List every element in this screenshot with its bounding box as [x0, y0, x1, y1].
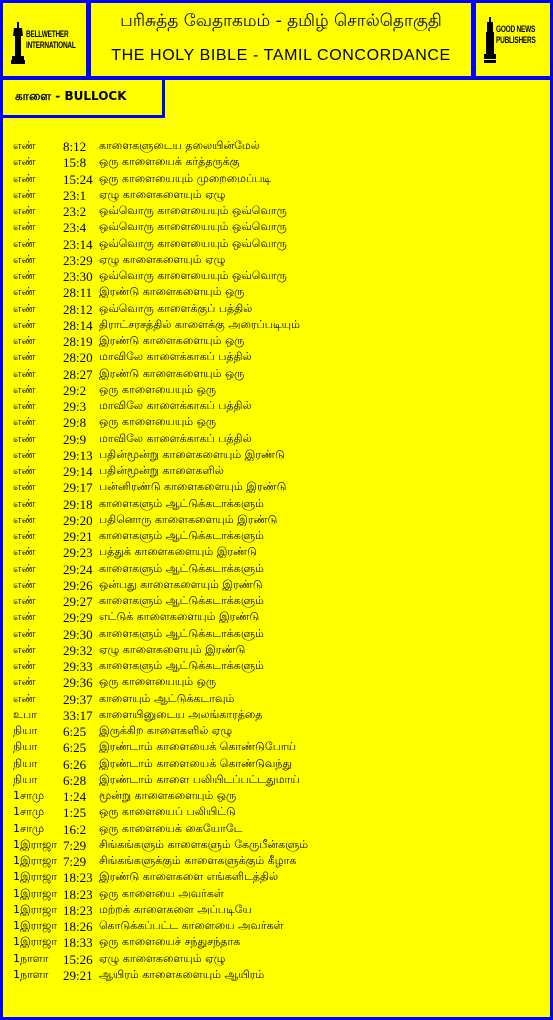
list-item — [3, 463, 550, 479]
book-abbrev: எண் — [13, 642, 36, 656]
verse-ref: 23:30 — [63, 269, 93, 284]
book-abbrev: 1இராஜா — [13, 935, 58, 949]
book-abbrev: எண் — [13, 334, 36, 347]
book-abbrev: எண் — [13, 399, 36, 412]
list-item — [3, 788, 550, 804]
book-abbrev: 1சாமு — [13, 805, 45, 819]
verse-ref: 23:2 — [63, 204, 87, 219]
book-abbrev: நியா — [13, 756, 38, 770]
book-abbrev: எண் — [13, 187, 36, 201]
verse-ref: 28:11 — [63, 285, 93, 301]
list-item — [3, 301, 550, 317]
verse-snippet: ஒவ்வொரு காளைக்குப் பத்தில் — [99, 301, 253, 315]
list-item — [3, 187, 550, 203]
book-abbrev: எண் — [13, 447, 36, 461]
verse-snippet: காளையினுடைய அலங்காரத்தை — [99, 707, 263, 721]
list-item — [3, 853, 550, 869]
verse-ref: 29:18 — [63, 496, 93, 512]
list-item — [3, 821, 550, 837]
list-item — [3, 268, 550, 284]
verse-snippet: ஏழு காளைகளையும் ஏழு — [99, 187, 226, 201]
list-item — [3, 707, 550, 723]
book-abbrev: எண் — [13, 139, 36, 152]
verse-snippet: ஒரு காளையை அவர்கள் — [99, 886, 224, 900]
verse-snippet: ஒரு காளையையும் ஒரு — [99, 382, 217, 396]
verse-ref: 29:8 — [63, 415, 87, 431]
verse-snippet: ஒரு காளையைச் சந்துசந்தாக — [99, 935, 241, 949]
list-item — [3, 918, 550, 934]
list-item — [3, 902, 550, 918]
book-abbrev: 1நாளா — [13, 967, 49, 981]
list-item — [3, 171, 550, 187]
list-item — [3, 967, 550, 983]
verse-snippet: ஒரு காளையைக் கையோடே — [99, 821, 243, 835]
list-item — [3, 593, 550, 609]
book-abbrev: 1நாளா — [13, 951, 49, 965]
list-item — [3, 333, 550, 349]
book-abbrev: எண் — [13, 285, 36, 299]
list-item — [3, 886, 550, 902]
book-abbrev: 1இராஜா — [13, 902, 58, 916]
book-abbrev: எண் — [13, 415, 36, 429]
verse-ref: 6:28 — [63, 772, 87, 788]
verse-ref: 29:17 — [63, 480, 93, 496]
book-abbrev: எண் — [13, 480, 36, 494]
verse-snippet: ஒவ்வொரு காளையையும் ஒவ்வொரு — [99, 204, 287, 217]
verse-snippet: ஏழு காளைகளையும் ஏழு — [99, 951, 226, 965]
verse-snippet: காளைகளும் ஆட்டுக்கடாக்களும் — [99, 626, 264, 640]
book-abbrev: எண் — [13, 496, 36, 510]
verse-snippet: இரண்டு காளைகளையும் ஒரு — [99, 366, 245, 380]
verse-snippet: காளைகளும் ஆட்டுக்கடாக்களும் — [99, 594, 264, 607]
tower-icon — [484, 17, 496, 65]
verse-snippet: கொடுக்கப்பட்ட காளையை அவர்கள் — [99, 919, 284, 932]
list-item — [3, 398, 550, 414]
list-item — [3, 382, 550, 398]
verse-ref: 29:29 — [63, 610, 93, 626]
verse-ref: 8:12 — [63, 139, 87, 154]
verse-ref: 18:23 — [63, 886, 93, 902]
list-item — [3, 544, 550, 560]
list-item — [3, 284, 550, 300]
list-item — [3, 772, 550, 788]
book-abbrev: எண் — [13, 252, 36, 266]
list-item — [3, 674, 550, 690]
book-abbrev: எண் — [13, 204, 36, 217]
verse-ref: 28:27 — [63, 366, 93, 382]
verse-snippet: இரண்டாம் காளையைக் கொண்டுபோய் — [99, 740, 297, 754]
list-item — [3, 203, 550, 219]
verse-ref: 15:26 — [63, 951, 93, 967]
verse-ref: 6:26 — [63, 756, 87, 772]
book-abbrev: எண் — [13, 220, 36, 234]
book-abbrev: எண் — [13, 545, 36, 559]
book-abbrev: எண் — [13, 171, 36, 185]
book-abbrev: உபா — [13, 707, 37, 721]
book-abbrev: எண் — [13, 659, 36, 672]
list-item — [3, 756, 550, 772]
title-banner — [91, 3, 471, 76]
verse-ref: 29:21 — [63, 967, 93, 983]
list-item — [3, 236, 550, 252]
book-abbrev: எண் — [13, 610, 36, 624]
verse-snippet: ஒவ்வொரு காளையையும் ஒவ்வொரு — [99, 269, 287, 282]
verse-ref: 29:26 — [63, 577, 93, 593]
book-abbrev: எண் — [13, 691, 36, 705]
verse-snippet: காளையும் ஆட்டுக்கடாவும் — [99, 691, 235, 705]
verse-ref: 29:37 — [63, 691, 93, 707]
verse-ref: 6:25 — [63, 724, 87, 739]
book-abbrev: 1இராஜா — [13, 837, 58, 851]
verse-ref: 28:19 — [63, 334, 93, 349]
verse-ref: 16:2 — [63, 821, 87, 837]
search-word: காளை - BULLOCK — [15, 89, 127, 103]
verse-snippet: இருக்கிற காளைகளில் ஏழு — [99, 724, 233, 737]
verse-snippet: சிங்கங்களுக்கும் காளைகளுக்கும் கீழாக — [99, 854, 297, 867]
verse-ref: 29:23 — [63, 545, 93, 561]
title-tamil: பரிசுத்த வேதாகமம் - தமிழ் சொல்தொகுதி — [120, 11, 442, 31]
verse-ref: 29:3 — [63, 399, 87, 414]
list-item — [3, 496, 550, 512]
verse-ref: 29:13 — [63, 447, 93, 463]
book-abbrev: எண் — [13, 594, 36, 607]
verse-snippet: ஒவ்வொரு காளையையும் ஒவ்வொரு — [99, 220, 287, 234]
list-item — [3, 691, 550, 707]
verse-ref: 29:24 — [63, 561, 93, 577]
verse-ref: 18:23 — [63, 870, 93, 886]
book-abbrev: 1இராஜா — [13, 886, 58, 900]
verse-ref: 23:4 — [63, 220, 87, 236]
verse-snippet: சிங்கங்களும் காளைகளும் கேருபீன்களும் — [99, 837, 309, 851]
verse-snippet: ஒரு காளையைக் கர்த்தருக்கு — [99, 155, 240, 169]
verse-snippet: இரண்டு காளைகளையும் ஒரு — [99, 334, 245, 347]
verse-ref: 1:25 — [63, 805, 87, 821]
good-news-logo-text: GOOD NEWS PUBLISHERS — [496, 24, 536, 45]
verse-ref: 28:12 — [63, 301, 93, 317]
verse-ref: 7:29 — [63, 854, 87, 869]
verse-snippet: இரண்டு காளைகளை எங்களிடத்தில் — [99, 870, 279, 884]
verse-snippet: இரண்டு காளைகளையும் ஒரு — [99, 285, 245, 299]
verse-ref: 29:33 — [63, 659, 93, 674]
book-abbrev: எண் — [13, 626, 36, 640]
verse-snippet: இரண்டாம் காளையைக் கொண்டுவந்து — [99, 756, 293, 770]
book-abbrev: 1சாமு — [13, 789, 45, 802]
list-item — [3, 561, 550, 577]
list-item — [3, 317, 550, 333]
list-item — [3, 447, 550, 463]
bell-tower-icon — [11, 22, 25, 66]
verse-ref: 15:8 — [63, 155, 87, 171]
verse-snippet: பதின்மூன்று காளைகளில் — [99, 464, 224, 477]
verse-ref: 28:20 — [63, 350, 93, 366]
list-item — [3, 512, 550, 528]
list-item — [3, 609, 550, 625]
verse-snippet: மற்றக் காளைகளை அப்படியே — [99, 902, 252, 916]
verse-snippet: இரண்டாம் காளை பலியிடப்பட்டதுமாய் — [99, 772, 300, 786]
book-abbrev: எண் — [13, 382, 36, 396]
verse-ref: 23:29 — [63, 252, 93, 268]
list-item — [3, 138, 550, 154]
verse-ref: 29:2 — [63, 382, 87, 398]
verse-snippet: ஒரு காளையையும் முறைமைப்படி — [99, 171, 272, 185]
verse-ref: 23:1 — [63, 187, 87, 203]
verse-ref: 29:30 — [63, 626, 93, 642]
book-abbrev: எண் — [13, 529, 36, 542]
verse-snippet: மாவிலே காளைக்காகப் பத்தில் — [99, 399, 252, 412]
list-item — [3, 154, 550, 170]
verse-snippet: பன்னிரண்டு காளைகளையும் இரண்டு — [99, 480, 287, 494]
list-item — [3, 869, 550, 885]
book-abbrev: 1இராஜா — [13, 870, 58, 884]
verse-snippet: ஒவ்வொரு காளையையும் ஒவ்வொரு — [99, 236, 287, 250]
verse-ref: 29:9 — [63, 431, 87, 447]
book-abbrev: 1சாமு — [13, 821, 45, 835]
verse-ref: 29:36 — [63, 675, 93, 691]
verse-snippet: மாவிலே காளைக்காகப் பத்தில் — [99, 350, 252, 364]
verse-ref: 7:29 — [63, 837, 87, 853]
bellwether-logo — [3, 3, 86, 76]
concordance-panel — [3, 80, 550, 1017]
verse-ref: 29:32 — [63, 642, 93, 658]
verse-snippet: திராட்சரசத்தில் காளைக்கு அரைப்படியும் — [99, 317, 300, 331]
list-item — [3, 837, 550, 853]
list-item — [3, 642, 550, 658]
verse-ref: 1:24 — [63, 789, 87, 804]
verse-snippet: ஒரு காளையையும் ஒரு — [99, 415, 217, 429]
verse-snippet: ஒரு காளையைப் பலியிட்டு — [99, 805, 236, 819]
book-abbrev: எண் — [13, 431, 36, 445]
list-item — [3, 414, 550, 430]
verse-ref: 29:20 — [63, 512, 93, 528]
list-item — [3, 934, 550, 950]
verse-snippet: பத்துக் காளைகளையும் இரண்டு — [99, 545, 257, 559]
list-item — [3, 739, 550, 755]
book-abbrev: எண் — [13, 366, 36, 380]
verse-snippet: காளைகளுடைய தலையின்மேல் — [99, 139, 260, 152]
book-abbrev: 1இராஜா — [13, 919, 58, 932]
book-abbrev: எண் — [13, 675, 36, 689]
book-abbrev: எண் — [13, 155, 36, 169]
verse-snippet: காளைகளும் ஆட்டுக்கடாக்களும் — [99, 561, 264, 575]
verse-ref: 28:14 — [63, 317, 93, 333]
book-abbrev: நியா — [13, 772, 38, 786]
list-item — [3, 804, 550, 820]
list-item — [3, 528, 550, 544]
book-abbrev: எண் — [13, 577, 36, 591]
verse-ref: 6:25 — [63, 740, 87, 756]
verse-ref: 15:24 — [63, 171, 93, 187]
verse-snippet: ஒரு காளையையும் ஒரு — [99, 675, 217, 689]
list-item — [3, 219, 550, 235]
book-abbrev: நியா — [13, 724, 38, 737]
verse-ref: 29:14 — [63, 464, 93, 479]
verse-snippet: காளைகளும் ஆட்டுக்கடாக்களும் — [99, 529, 264, 542]
verse-snippet: எட்டுக் காளைகளையும் இரண்டு — [99, 610, 260, 624]
verse-snippet: காளைகளும் ஆட்டுக்கடாக்களும் — [99, 659, 264, 672]
list-item — [3, 479, 550, 495]
list-item — [3, 723, 550, 739]
book-abbrev: எண் — [13, 512, 36, 526]
list-item — [3, 951, 550, 967]
list-item — [3, 349, 550, 365]
search-word-box — [3, 80, 165, 118]
book-abbrev: எண் — [13, 464, 36, 477]
verse-snippet: மூன்று காளைகளையும் ஒரு — [99, 789, 237, 802]
book-abbrev: எண் — [13, 317, 36, 331]
book-abbrev: எண் — [13, 561, 36, 575]
verse-ref: 29:27 — [63, 594, 93, 609]
list-item — [3, 658, 550, 674]
book-abbrev: நியா — [13, 740, 38, 754]
list-item — [3, 626, 550, 642]
verse-snippet: ஏழு காளைகளையும் இரண்டு — [99, 642, 246, 656]
list-item — [3, 252, 550, 268]
book-abbrev: எண் — [13, 236, 36, 250]
verse-ref: 18:26 — [63, 919, 93, 934]
book-abbrev: 1இராஜா — [13, 854, 58, 867]
list-item — [3, 431, 550, 447]
verse-snippet: பதினொரு காளைகளையும் இரண்டு — [99, 512, 278, 526]
book-abbrev: எண் — [13, 301, 36, 315]
verse-ref: 33:17 — [63, 707, 93, 723]
verse-ref: 23:14 — [63, 236, 93, 252]
verse-snippet: ஆயிரம் காளைகளையும் ஆயிரம் — [99, 967, 265, 981]
verse-snippet: ஒன்பது காளைகளையும் இரண்டு — [99, 577, 263, 591]
bellwether-logo-text: BELLWETHER INTERNATIONAL — [26, 29, 76, 50]
verse-snippet: மாவிலே காளைக்காகப் பத்தில் — [99, 431, 252, 445]
book-abbrev: எண் — [13, 350, 36, 364]
book-abbrev: எண் — [13, 269, 36, 282]
list-item — [3, 366, 550, 382]
verse-ref: 18:33 — [63, 935, 93, 951]
verse-snippet: ஏழு காளைகளையும் ஏழு — [99, 252, 226, 266]
list-item — [3, 577, 550, 593]
verse-ref: 18:23 — [63, 902, 93, 918]
verse-snippet: காளைகளும் ஆட்டுக்கடாக்களும் — [99, 496, 264, 510]
title-english: THE HOLY BIBLE - TAMIL CONCORDANCE — [111, 47, 451, 64]
verse-snippet: பதின்மூன்று காளைகளையும் இரண்டு — [99, 447, 285, 461]
concordance-list — [3, 138, 550, 983]
good-news-logo — [476, 3, 550, 76]
verse-ref: 29:21 — [63, 529, 93, 544]
